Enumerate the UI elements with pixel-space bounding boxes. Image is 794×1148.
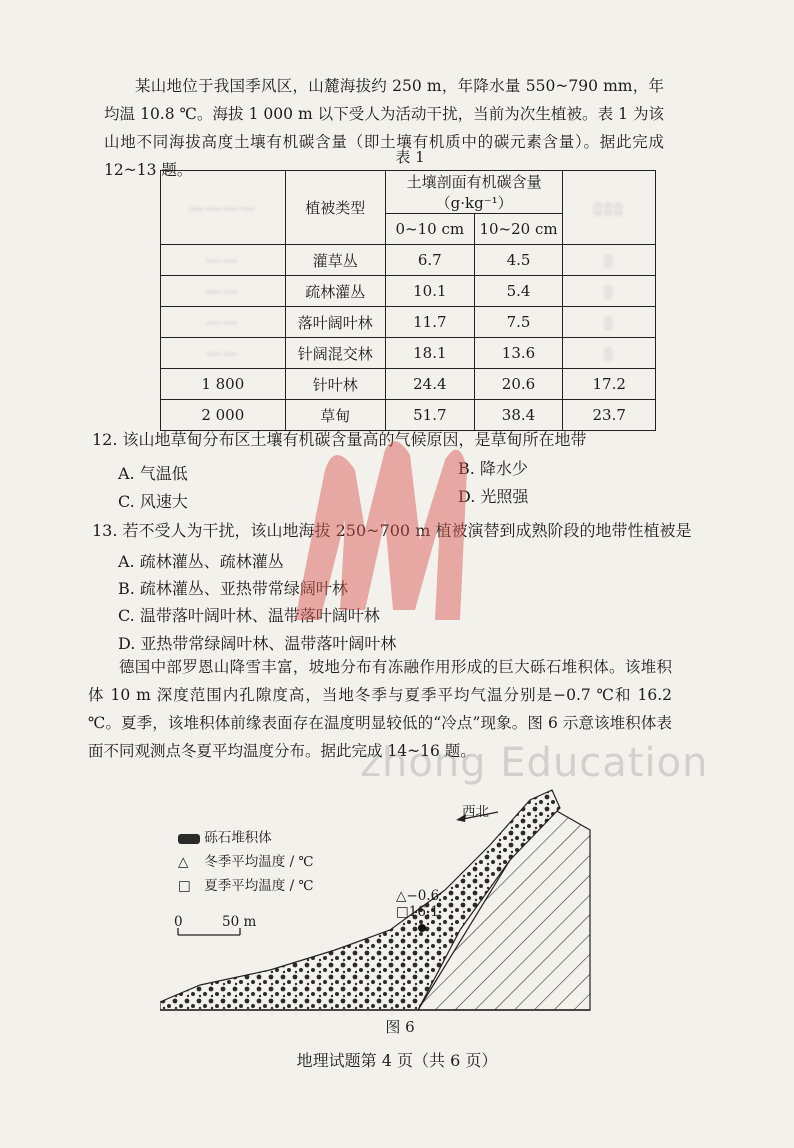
direction-label: 西北	[462, 804, 489, 820]
elevation-header: ————	[161, 171, 286, 245]
scale-length: 50 m	[222, 914, 257, 930]
legend-gravel: 砾石堆积体	[178, 826, 272, 846]
q13-option-d: D. 亚热带常绿阔叶林、温带落叶阔叶林	[118, 634, 397, 653]
square-icon: □	[178, 878, 191, 894]
table-row: —— 灌草丛 6.7 4.5 ▯	[161, 245, 656, 276]
brand-watermark-text: zhong Education	[360, 740, 709, 786]
q12-option-d: D. 光照强	[458, 487, 529, 506]
point-summer-temp: 16.1	[408, 904, 439, 920]
page-footer: 地理试题第 4 页（共 6 页）	[296, 1051, 498, 1070]
point-readings: △−0.6 □16.1	[396, 888, 440, 920]
gravel-swatch-icon	[178, 834, 200, 844]
q13-option-b: B. 疏林灌丛、亚热带常绿阔叶林	[118, 579, 348, 598]
legend-summer: □ 夏季平均温度 / ℃	[178, 878, 314, 894]
vegetation-header: 植被类型	[285, 171, 385, 245]
question-12-stem: 12. 该山地草甸分布区土壤有机碳含量高的气候原因，是草甸所在地带	[92, 430, 587, 449]
table-row: 1 800 针叶林 24.4 20.6 17.2	[161, 369, 656, 400]
carbon-header: 土壤剖面有机碳含量（g·kg⁻¹）	[385, 171, 562, 214]
question-13-stem: 13. 若不受人为干扰，该山地海拔 250~700 m 植被演替到成熟阶段的地带性植被是	[92, 521, 692, 540]
depth-2-header: 10~20 cm	[474, 214, 563, 245]
intro-passage-14-16: 德国中部罗恩山降雪丰富，坡地分布有冻融作用形成的巨大砾石堆积体。该堆积体 10 m 深度范围内孔隙度高，当地冬季与夏季平均气温分别是−0.7 ℃和 16.2 ℃。夏季，该堆积体前缘表面存在温度明显较低的“冷点”现象。图 6 示意该堆积体表面不同观测点冬夏平均温度分布。据此完成 14~16 题。	[88, 658, 672, 760]
table-row: 2 000 草甸 51.7 38.4 23.7	[161, 400, 656, 431]
legend-winter: △ 冬季平均温度 / ℃	[178, 854, 314, 870]
scale-zero: 0	[174, 914, 183, 930]
intro-passage-12-13: 某山地位于我国季风区，山麓海拔约 250 m，年降水量 550~790 mm，年均温 10.8 ℃。海拔 1 000 m 以下受人为活动干扰，当前为次生植被。表 1 为该山地不同海拔高度土壤有机碳含量（即土壤有机质中的碳元素含量）。据此完成 12~13 题。	[104, 77, 664, 179]
q13-option-a: A. 疏林灌丛、疏林灌丛	[118, 552, 284, 571]
triangle-icon: △	[178, 854, 189, 870]
point-winter-temp: −0.6	[406, 888, 440, 904]
q13-option-c: C. 温带落叶阔叶林、温带落叶阔叶林	[118, 606, 380, 625]
carbon-table	[160, 170, 656, 431]
table-row: —— 落叶阔叶林 11.7 7.5 ▯	[161, 307, 656, 338]
q12-option-a: A. 气温低	[118, 464, 188, 483]
table-caption: 表 1	[395, 148, 425, 166]
table-row: —— 针阔混交林 18.1 13.6 ▯	[161, 338, 656, 369]
table-row: —— 疏林灌丛 10.1 5.4 ▯	[161, 276, 656, 307]
depth-1-header: 0~10 cm	[385, 214, 474, 245]
slope-diagram	[160, 770, 620, 1020]
figure-caption: 图 6	[385, 1018, 415, 1036]
figure-6	[160, 770, 620, 1020]
depth-3-header: ▯▯▯	[563, 171, 656, 245]
q12-option-b: B. 降水少	[458, 459, 528, 478]
q12-option-c: C. 风速大	[118, 492, 188, 511]
